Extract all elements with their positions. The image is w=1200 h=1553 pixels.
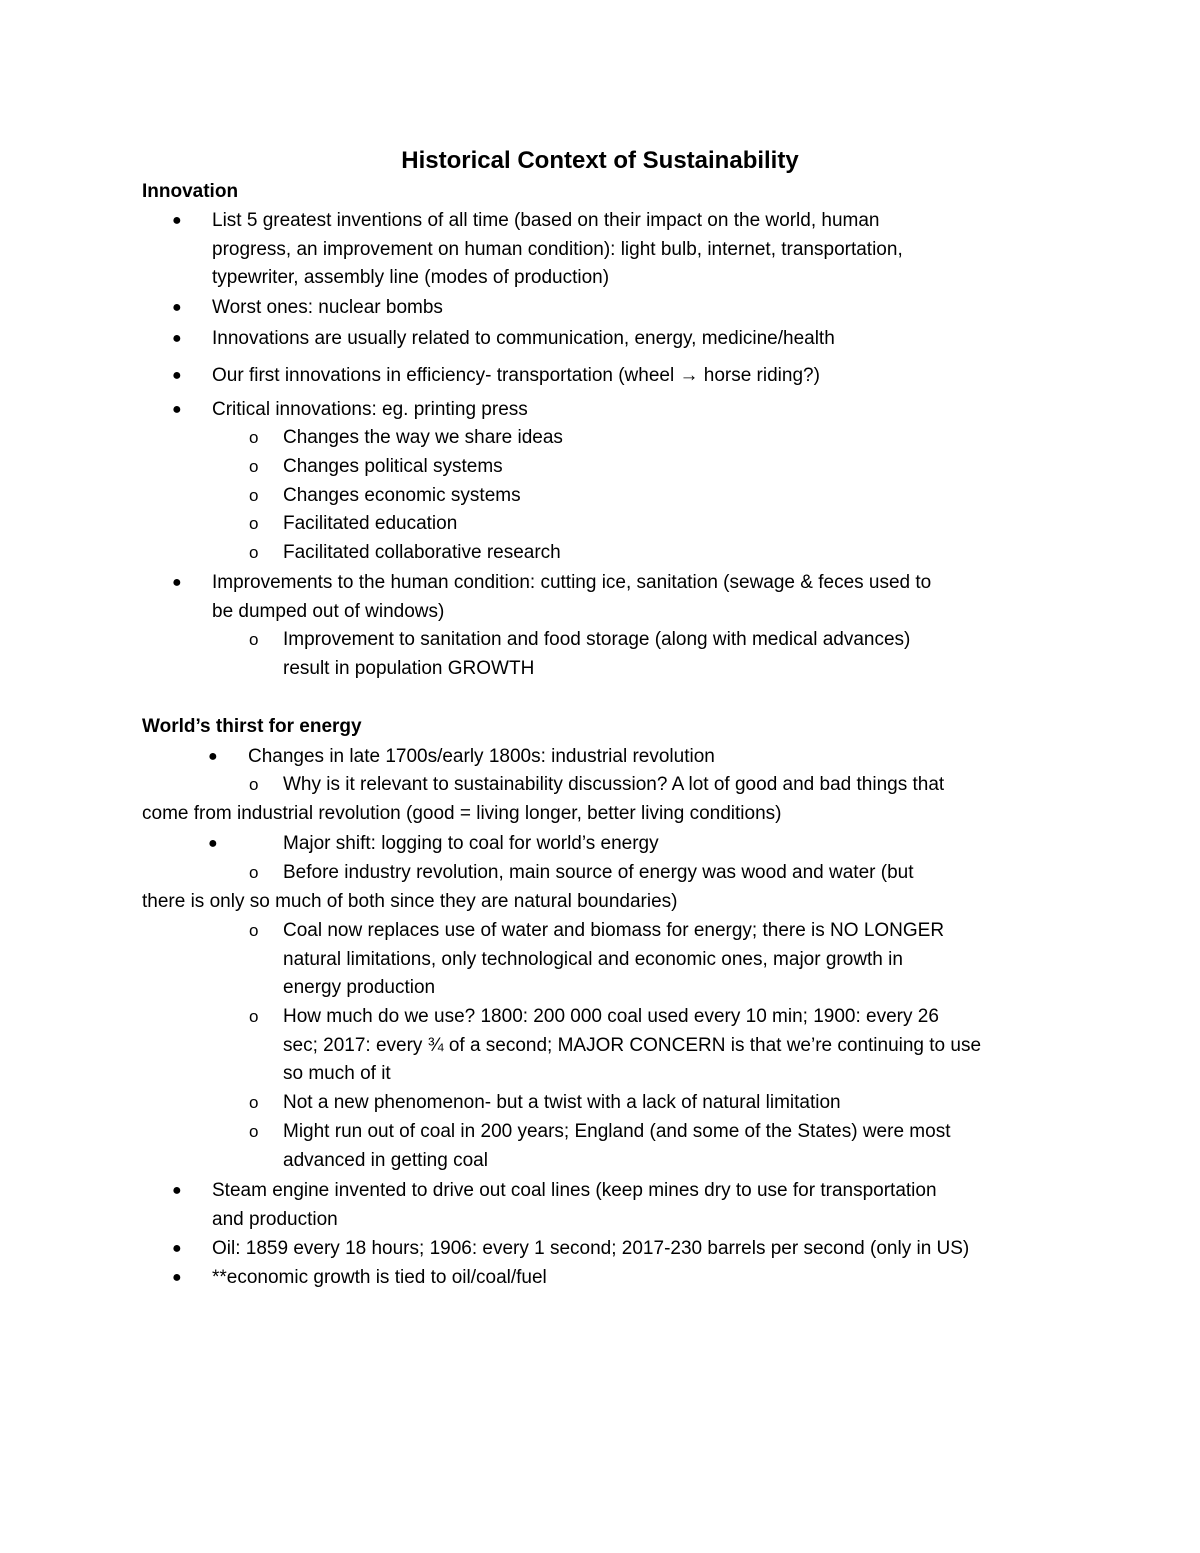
sub-bullet-icon: o <box>249 921 259 940</box>
sub-list-item: Improvement to sanitation and food storage (along with medical advances) result in population GROWTH <box>283 629 911 679</box>
sub-bullet-icon: o <box>249 428 259 447</box>
sub-list-item: Before industry revolution, main source of energy was wood and water (but <box>283 862 914 883</box>
bullet-icon: ● <box>172 299 182 316</box>
sub-bullet-icon: o <box>249 514 259 533</box>
list-item: **economic growth is tied to oil/coal/fuel <box>212 1267 547 1288</box>
sub-list-item: Might run out of coal in 200 years; England (and some of the States) were most advanced in getting coal <box>283 1121 951 1171</box>
list-item: Oil: 1859 every 18 hours; 1906: every 1 second; 2017-230 barrels per second (only in US) <box>212 1238 970 1259</box>
bullet-icon: ● <box>172 1240 182 1257</box>
sub-list-item: Changes the way we share ideas <box>283 427 563 448</box>
list-item: Innovations are usually related to communication, energy, medicine/health <box>212 328 835 349</box>
bullet-icon: ● <box>172 212 182 229</box>
bullet-icon: ● <box>172 330 182 347</box>
section-heading-innovation: Innovation <box>142 181 239 202</box>
sub-list-item: Facilitated education <box>283 513 458 534</box>
sub-list-item-continuation: come from industrial revolution (good = living longer, better living conditions) <box>142 803 782 824</box>
sub-bullet-icon: o <box>249 630 259 649</box>
bullet-icon: ● <box>172 574 182 591</box>
sub-bullet-icon: o <box>249 775 259 794</box>
sub-bullet-icon: o <box>249 1007 259 1026</box>
sub-list-item: Facilitated collaborative research <box>283 542 561 563</box>
bullet-icon: ● <box>172 401 182 418</box>
list-item: Our first innovations in efficiency- transportation (wheel → horse riding?) <box>212 365 820 386</box>
sub-bullet-icon: o <box>249 1093 259 1112</box>
sub-list-item: Not a new phenomenon- but a twist with a lack of natural limitation <box>283 1092 841 1113</box>
sub-bullet-icon: o <box>249 543 259 562</box>
document-title: Historical Context of Sustainability <box>401 147 799 174</box>
list-item: Worst ones: nuclear bombs <box>212 297 443 318</box>
sub-list-item: Changes political systems <box>283 456 503 477</box>
sub-bullet-icon: o <box>249 457 259 476</box>
sub-list-item: Coal now replaces use of water and biomass for energy; there is NO LONGER natural limitations, only technological and economic ones, major growth in energy production <box>283 920 945 999</box>
list-item: Changes in late 1700s/early 1800s: industrial revolution <box>248 746 715 767</box>
bullet-icon: ● <box>208 835 218 852</box>
sub-list-item: Why is it relevant to sustainability discussion? A lot of good and bad things that <box>283 774 945 795</box>
list-item: List 5 greatest inventions of all time (based on their impact on the world, human progress, an improvement on human condition): light bulb, internet, transportation, typewriter, assembly line (modes of production) <box>212 210 903 289</box>
sub-list-item: How much do we use? 1800: 200 000 coal used every 10 min; 1900: every 26 sec; 2017: every ¾ of a second; MAJOR CONCERN is that we’re continuing to use so much of it <box>283 1006 982 1085</box>
sub-list-item-continuation: there is only so much of both since they are natural boundaries) <box>142 891 678 912</box>
bullet-icon: ● <box>208 748 218 765</box>
list-item: Major shift: logging to coal for world’s energy <box>283 833 659 854</box>
bullet-icon: ● <box>172 1182 182 1199</box>
sub-bullet-icon: o <box>249 486 259 505</box>
list-item: Critical innovations: eg. printing press <box>212 399 528 420</box>
bullet-icon: ● <box>172 1269 182 1286</box>
sub-list-item: Changes economic systems <box>283 485 521 506</box>
section-heading-energy: World’s thirst for energy <box>142 716 362 737</box>
bullet-icon: ● <box>172 367 182 384</box>
sub-bullet-icon: o <box>249 1122 259 1141</box>
list-item: Steam engine invented to drive out coal lines (keep mines dry to use for transportation and production <box>212 1180 937 1230</box>
sub-bullet-icon: o <box>249 863 259 882</box>
list-item: Improvements to the human condition: cutting ice, sanitation (sewage & feces used to be dumped out of windows) <box>212 572 932 622</box>
